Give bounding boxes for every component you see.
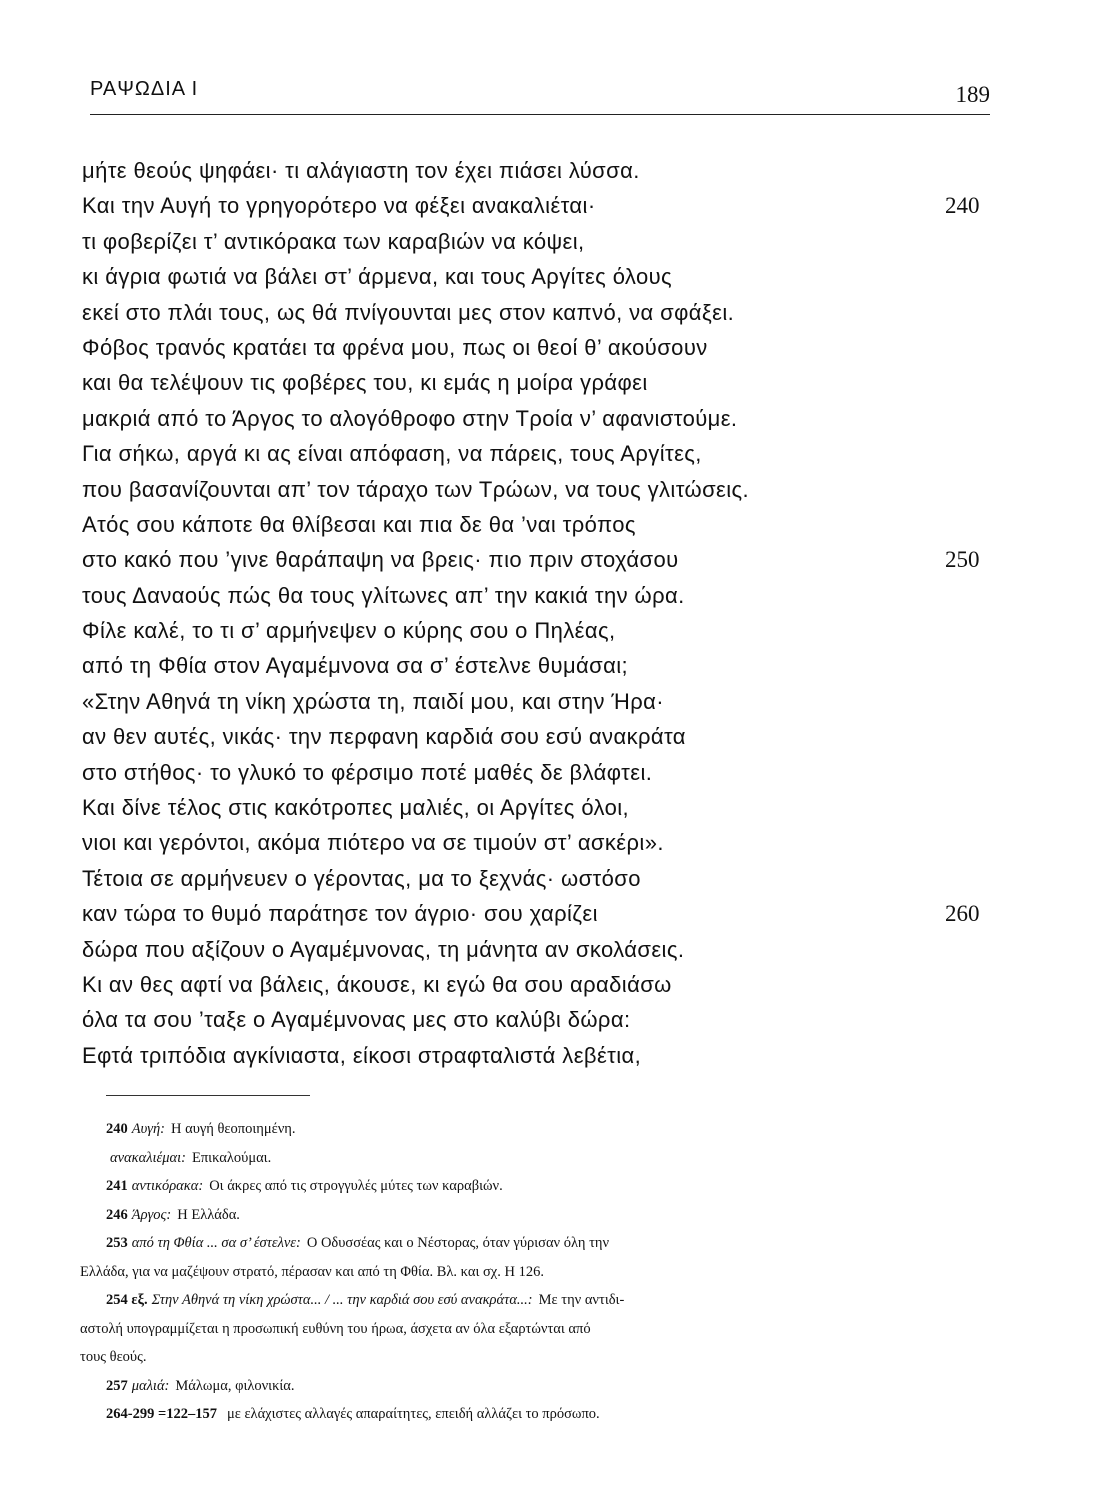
footnote-term: Άργος: (131, 1206, 172, 1223)
verse-text: Τέτοια σε αρμήνευεν ο γέροντας, μα το ξεχνάς· ωστόσο (82, 865, 641, 891)
verse-text: μήτε θεούς ψηφάει· τι αλάγιαστη τον έχει πιάσει λύσσα. (82, 158, 640, 183)
page-number: 189 (955, 82, 990, 107)
footnote-ref: 254 εξ. (106, 1292, 148, 1308)
footnote-ref: 257 (106, 1377, 128, 1394)
verse-line (82, 1038, 1002, 1073)
footnote (106, 1286, 926, 1315)
verse-line (82, 188, 1002, 223)
verse-text: Για σήκω, αργά κι ας είναι απόφαση, να πάρεις, τους Αργίτες, (82, 441, 702, 467)
verse-text: Ατός σου κάποτε θα θλίβεσαι και πια δε θα ’ναι τρόπος (82, 511, 636, 537)
verse-line (82, 896, 1002, 931)
verse-line (82, 365, 1002, 400)
verse-text: στο κακό που ’γινε θαράπαψη να βρεις· πιο πριν στοχάσου (82, 547, 679, 573)
verse-line (82, 330, 1002, 365)
verse-text: από τη Φθία στον Αγαμέμνονα σα σ’ έστελνε θυμάσαι; (82, 653, 629, 679)
verse-line (82, 401, 1002, 436)
verse-line (82, 578, 1002, 613)
footnote (106, 1372, 926, 1401)
verse-line (82, 790, 1002, 825)
footnote-continuation: τους θεούς. (80, 1349, 147, 1365)
verse-line (82, 932, 1002, 967)
line-number: 240 (945, 193, 980, 219)
line-number: 260 (945, 901, 980, 927)
verse-text: Και την Αυγή το γρηγορότερο να φέξει ανακαλιέται· (82, 193, 596, 219)
line-number: 250 (945, 547, 980, 573)
footnote-text: Μάλωμα, φιλονικία. (175, 1377, 295, 1394)
verse-text: κι άγρια φωτιά να βάλει στ’ άρμενα, και τους Αργίτες όλους (82, 264, 673, 290)
verse-text: Εφτά τριπόδια αγκίνιαστα, είκοσι στραφταλιστά λεβέτια, (82, 1042, 642, 1068)
footnote-ref: 264-299 =122–157 (106, 1406, 217, 1422)
footnote-rule (106, 1095, 310, 1096)
footnote-term: από τη Φθία ... σα σ’ έστελνε: (131, 1235, 301, 1251)
verse-line (82, 1002, 1002, 1037)
running-head: ΡΑΨΩΔΙΑ Ι (90, 78, 199, 100)
footnote-ref: 246 (106, 1206, 128, 1223)
verse-text: Και δίνε τέλος στις κακότροπες μαλιές, οι Αργίτες όλοι, (82, 795, 630, 821)
verse-line (82, 755, 1002, 790)
verse-text: εκεί στο πλάι τους, ως θά πνίγουνται μες στον καπνό, να σφάξει. (82, 299, 735, 325)
footnote-continuation: Ελλάδα, για να μαζέψουν στρατό, πέρασαν και από τη Φθία. Βλ. και σχ. Η 126. (80, 1263, 544, 1280)
footnote-ref: 253 (106, 1235, 128, 1251)
verse-line (82, 153, 1002, 188)
footnote-term: αντικόρακα: (131, 1178, 204, 1194)
verse-text: αν θεν αυτές, νικάς· την περφανη καρδιά σου εσύ ανακράτα (82, 724, 686, 750)
footnote-ref: 240 (106, 1121, 128, 1137)
footnote-text: Οι άκρες από τις στρογγυλές μύτες των καραβιών. (209, 1178, 503, 1194)
verse-line (82, 861, 1002, 896)
footnote-ref: 241 (106, 1178, 128, 1194)
verse-text: Κι αν θες αφτί να βάλεις, άκουσε, κι εγώ θα σου αραδιάσω (82, 971, 672, 997)
footnote (106, 1115, 926, 1144)
footnote-text: Επικαλούμαι. (192, 1149, 272, 1166)
verse-line (82, 472, 1002, 507)
footnote-text: Με την αντιδι- (538, 1292, 625, 1308)
verse-text: «Στην Αθηνά τη νίκη χρώστα τη, παιδί μου, και στην Ήρα· (82, 688, 664, 714)
verse-line (82, 719, 1002, 754)
footnote-text: Ο Οδυσσέας και ο Νέστορας, όταν γύρισαν όλη την (306, 1235, 610, 1251)
verse-line (82, 224, 1002, 259)
verse-line (82, 613, 1002, 648)
verse-text: δώρα που αξίζουν ο Αγαμέμνονας, τη μάνητα αν σκολάσεις. (82, 936, 685, 962)
footnote-text: με ελάχιστες αλλαγές απαραίτητες, επειδή αλλάζει το πρόσωπο. (226, 1406, 600, 1422)
verse-text: τι φοβερίζει τ’ αντικόρακα των καραβιών να κόψει, (82, 228, 585, 254)
footnote-term: Αυγή: (131, 1121, 165, 1137)
verse-line (82, 684, 1002, 719)
footnote (106, 1400, 926, 1429)
verse-text: στο στήθος· το γλυκό το φέρσιμο ποτέ μαθές δε βλάφτει. (82, 759, 653, 785)
header-rule (90, 114, 990, 115)
verse-text: όλα τα σου ’ταξε ο Αγαμέμνονας μες στο καλύβι δώρα: (82, 1007, 631, 1033)
footnote-continuation: αστολή υπογραμμίζεται η προσωπική ευθύνη του ήρωα, άσχετα αν όλα εξαρτώνται από (80, 1320, 591, 1337)
verse-text: μακριά από το Άργος το αλογόθροφο στην Τροία ν’ αφανιστούμε. (82, 405, 738, 431)
footnote-term: Στην Αθηνά τη νίκη χρώστα... / ... την καρδιά σου εσύ ανακράτα...: (151, 1292, 533, 1308)
footnotes (80, 1115, 926, 1429)
verse-text: που βασανίζουνται απ’ τον τάραχο των Τρώων, να τους γλιτώσεις. (82, 476, 750, 502)
verse-block (82, 153, 1002, 1073)
verse-line (82, 648, 1002, 683)
verse-text: Φίλε καλέ, το τι σ’ αρμήνεψεν ο κύρης σου ο Πηλέας, (82, 618, 616, 644)
verse-line (82, 507, 1002, 542)
footnote (106, 1229, 926, 1258)
verse-line (82, 295, 1002, 330)
footnote-text: Η αυγή θεοποιημένη. (171, 1121, 296, 1137)
verse-text: και θα τελέψουν τις φοβέρες του, κι εμάς η μοίρα γράφει (82, 370, 648, 396)
footnote-text: Η Ελλάδα. (177, 1206, 240, 1223)
verse-text: Φόβος τρανός κρατάει τα φρένα μου, πως οι θεοί θ’ ακούσουν (82, 334, 708, 360)
verse-line (82, 967, 1002, 1002)
verse-text: καν τώρα το θυμό παράτησε τον άγριο· σου χαρίζει (82, 901, 598, 927)
verse-line (82, 436, 1002, 471)
verse-line (82, 259, 1002, 294)
verse-text: νιοι και γερόντοι, ακόμα πιότερο να σε τιμούν στ’ ασκέρι». (82, 830, 664, 856)
footnote (106, 1144, 926, 1173)
verse-text: τους Δαναούς πώς θα τους γλίτωνες απ’ την κακιά την ώρα. (82, 582, 685, 608)
verse-line (82, 542, 1002, 577)
footnote-term: ανακαλιέμαι: (110, 1149, 186, 1166)
verse-line (82, 825, 1002, 860)
footnote (106, 1201, 926, 1230)
footnote-term: μαλιά: (131, 1377, 170, 1394)
footnote (106, 1172, 926, 1201)
page-header (90, 70, 990, 110)
